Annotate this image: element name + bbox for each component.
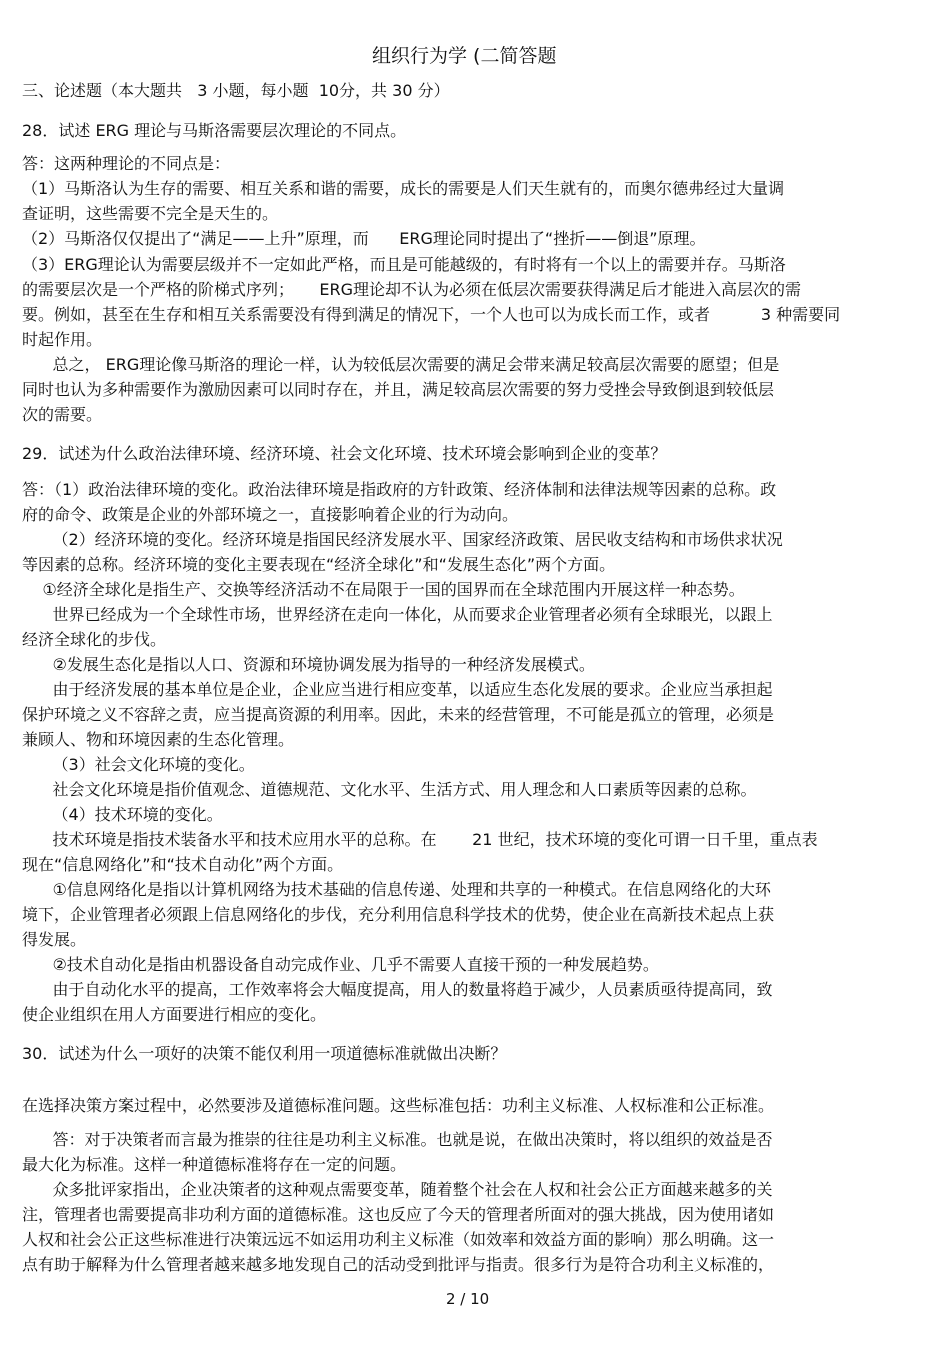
answer-line: 众多批评家指出，企业决策者的这种观点需要变革，随着整个社会在人权和社会公正方面越来越多的关 xyxy=(22,1180,773,1199)
question-30: 30．试述为什么一项好的决策不能仅利用一项道德标准就做出决断？ xyxy=(22,1044,507,1063)
answer-line: 技术环境是指技术装备水平和技术应用水平的总称。在 21 世纪，技术环境的变化可谓一日千里，重点表 xyxy=(22,830,818,849)
answer-line: 要。例如，甚至在生存和相互关系需要没有得到满足的情况下，一个人也可以为成长而工作，或者 3 种需要同 xyxy=(22,305,841,324)
answer-line: 经济全球化的步伐。 xyxy=(22,630,167,649)
answer-line: （1）马斯洛认为生存的需要、相互关系和谐的需要，成长的需要是人们天生就有的，而奥尔德弗经过大量调 xyxy=(22,179,785,198)
answer-line: 注，管理者也需要提高非功利方面的道德标准。这也反应了今天的管理者所面对的强大挑战，因为使用诸如 xyxy=(22,1205,775,1224)
question-29: 29．试述为什么政治法律环境、经济环境、社会文化环境、技术环境会影响到企业的变革？ xyxy=(22,444,667,463)
answer-line: ②发展生态化是指以人口、资源和环境协调发展为指导的一种经济发展模式。 xyxy=(22,655,595,674)
answer-line: 世界已经成为一个全球性市场，世界经济在走向一体化，从而要求企业管理者必须有全球眼光，以跟上 xyxy=(22,605,773,624)
answer-line: 答：（1）政治法律环境的变化。政治法律环境是指政府的方针政策、经济体制和法律法规等因素的总称。政 xyxy=(22,480,777,499)
answer-line: 兼顾人、物和环境因素的生态化管理。 xyxy=(22,730,295,749)
page-number: 2 / 10 xyxy=(446,1290,490,1308)
answer-line: 答：对于决策者而言最为推崇的往往是功利主义标准。也就是说，在做出决策时，将以组织的效益是否 xyxy=(22,1130,773,1149)
answer-line: 人权和社会公正这些标准进行决策远远不如运用功利主义标准（如效率和效益方面的影响）那么明确。这一 xyxy=(22,1230,775,1249)
answer-line: 现在“信息网络化”和“技术自动化”两个方面。 xyxy=(22,855,344,874)
answer-line: 境下，企业管理者必须跟上信息网络化的步伐，充分利用信息科学技术的优势，使企业在高新技术起点上获 xyxy=(22,905,775,924)
answer-line: （4）技术环境的变化。 xyxy=(22,805,223,824)
answer-line: ②技术自动化是指由机器设备自动完成作业、几乎不需要人直接干预的一种发展趋势。 xyxy=(22,955,659,974)
answer-line: ①经济全球化是指生产、交换等经济活动不在局限于一国的国界而在全球范围内开展这样一种态势。 xyxy=(22,580,745,599)
answer-line: （2）经济环境的变化。经济环境是指国民经济发展水平、国家经济政策、居民收支结构和市场供求状况 xyxy=(22,530,783,549)
answer-line: 社会文化环境是指价值观念、道德规范、文化水平、生活方式、用人理念和人口素质等因素的总称。 xyxy=(22,780,757,799)
answer-line: （3）ERG理论认为需要层级并不一定如此严格，而且是可能越级的，有时将有一个以上的需要并存。马斯洛 xyxy=(22,255,786,274)
answer-line: 同时也认为多种需要作为激励因素可以同时存在，并且，满足较高层次需要的努力受挫会导致倒退到较低层 xyxy=(22,380,775,399)
answer-line: 次的需要。 xyxy=(22,405,103,424)
answer-line: （3）社会文化环境的变化。 xyxy=(22,755,255,774)
answer-line: 在选择决策方案过程中，必然要涉及道德标准问题。这些标准包括：功利主义标准、人权标准和公正标准。 xyxy=(22,1096,775,1115)
answer-line: 由于经济发展的基本单位是企业，企业应当进行相应变革，以适应生态化发展的要求。企业应当承担起 xyxy=(22,680,773,699)
answer-line: 时起作用。 xyxy=(22,330,103,349)
answer-line: 点有助于解释为什么管理者越来越多地发现自己的活动受到批评与指责。很多行为是符合功利主义标准的， xyxy=(22,1255,775,1274)
section-header: 三、论述题（本大题共 3 小题，每小题 10分，共 30 分） xyxy=(22,81,450,100)
page-title: 组织行为学 (二简答题 xyxy=(372,45,557,67)
answer-line: 得发展。 xyxy=(22,930,87,949)
answer-line: 最大化为标准。这样一种道德标准将存在一定的问题。 xyxy=(22,1155,407,1174)
answer-line: 的需要层次是一个严格的阶梯式序列； ERG理论却不认为必须在低层次需要获得满足后才能进入高层次的需 xyxy=(22,280,802,299)
answer-line: 查证明，这些需要不完全是天生的。 xyxy=(22,204,279,223)
answer-line: （2）马斯洛仅仅提出了“满足——上升”原理，而 ERG理论同时提出了“挫折——倒退”原理。 xyxy=(22,229,706,248)
question-28: 28．试述 ERG 理论与马斯洛需要层次理论的不同点。 xyxy=(22,121,407,140)
answer-line: 等因素的总称。经济环境的变化主要表现在“经济全球化”和“发展生态化”两个方面。 xyxy=(22,555,616,574)
answer-line: 府的命令、政策是企业的外部环境之一，直接影响着企业的行为动向。 xyxy=(22,505,519,524)
answer-line: ①信息网络化是指以计算机网络为技术基础的信息传递、处理和共享的一种模式。在信息网络化的大环 xyxy=(22,880,771,899)
answer-line: 答：这两种理论的不同点是： xyxy=(22,154,231,173)
answer-line: 保护环境之义不容辞之责，应当提高资源的利用率。因此，未来的经营管理，不可能是孤立的管理，必须是 xyxy=(22,705,775,724)
answer-line: 由于自动化水平的提高，工作效率将会大幅度提高，用人的数量将趋于减少，人员素质亟待提高同，致 xyxy=(22,980,773,999)
answer-line: 总之， ERG理论像马斯洛的理论一样，认为较低层次需要的满足会带来满足较高层次需要的愿望；但是 xyxy=(22,355,780,374)
answer-line: 使企业组织在用人方面要进行相应的变化。 xyxy=(22,1005,327,1024)
